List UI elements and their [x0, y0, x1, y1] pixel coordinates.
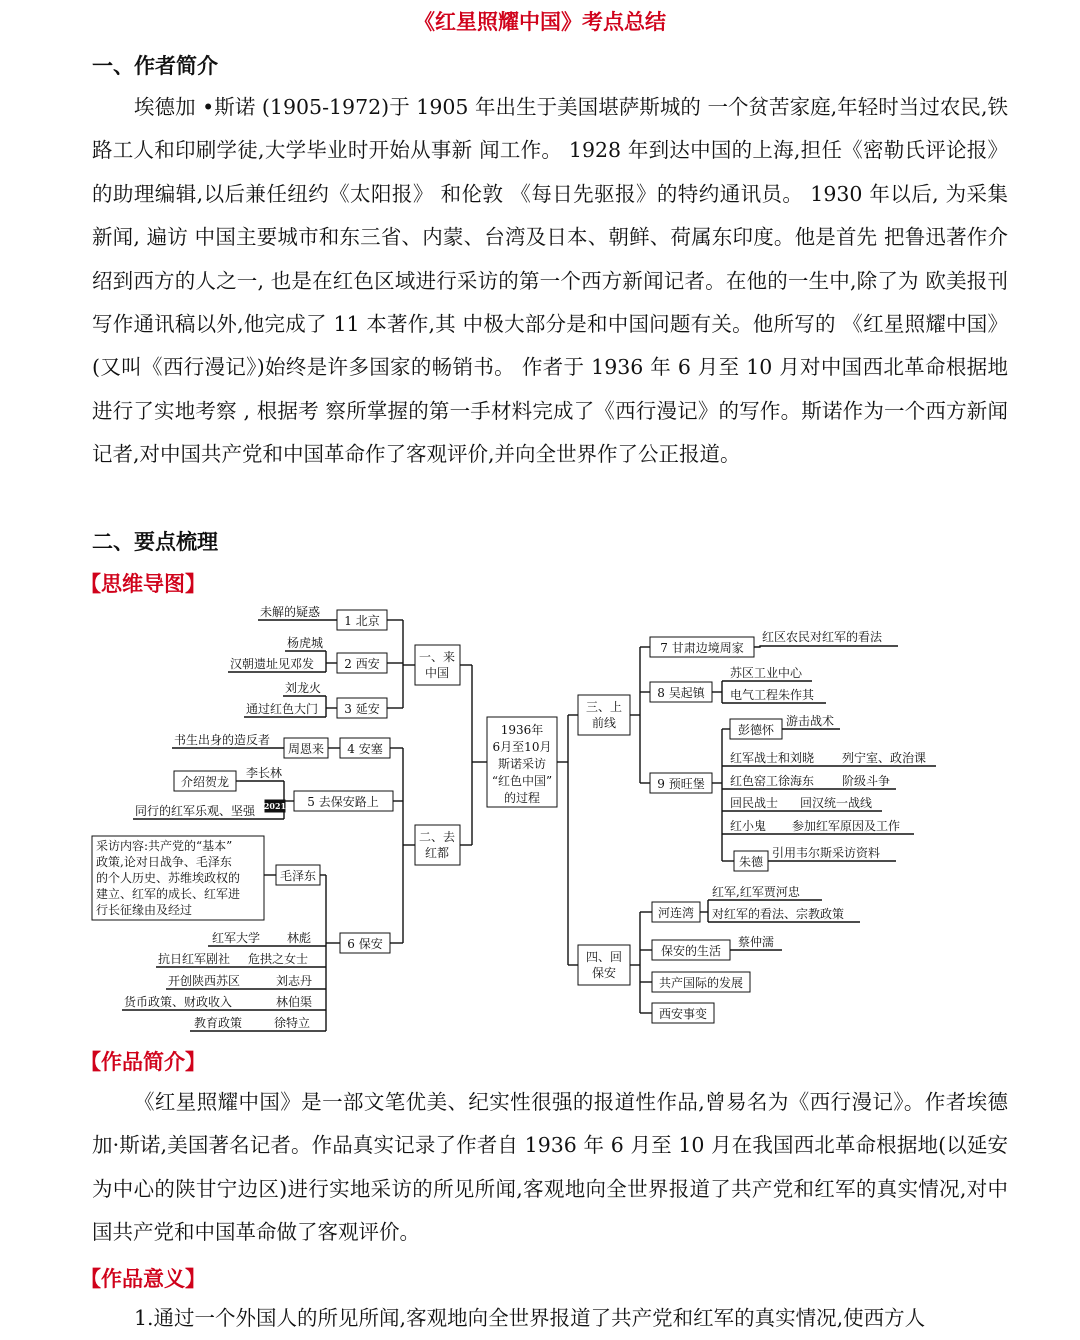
note-dengfa: 汉朝遗址见邓发	[230, 657, 315, 671]
branch-back-baoan-l2: 保安	[591, 966, 617, 980]
interview-line-3: 的个人历史、苏维埃政权的	[96, 871, 241, 885]
tag-meaning: 【作品意义】	[80, 1267, 206, 1291]
branch-go-front-l2: 前线	[591, 716, 617, 730]
box-yuwang-label: 9 预旺堡	[657, 777, 705, 791]
note-tongxing: 同行的红军乐观、坚强	[135, 804, 256, 818]
box-pengdehuai-label: 彭德怀	[737, 723, 775, 737]
yuwang-row3-left: 回民战士	[730, 796, 779, 810]
interview-line-2: 政策,论对日战争、毛泽东	[96, 855, 232, 869]
note-reddoor: 通过红色大门	[246, 702, 319, 716]
note-nongmin: 红区农民对红军的看法	[762, 630, 883, 644]
baoan-row4-left: 货币政策、财政收入	[124, 995, 233, 1009]
box-road-baoan-label: 5 去保安路上	[307, 795, 379, 809]
baoan-row1-right: 林彪	[287, 931, 312, 945]
note-shusheng: 书生出身的造反者	[174, 733, 271, 747]
baoan-row2-right: 危拱之女士	[248, 952, 309, 966]
box-zhude-label: 朱德	[738, 855, 764, 869]
yuwang-row2-right: 阶级斗争	[842, 774, 891, 788]
center-line-5: 的过程	[503, 791, 541, 805]
author-intro-paragraph: 埃德加 •斯诺 (1905-1972)于 1905 年出生于美国堪萨斯城的 一个贫苦家庭,年轻时当过农民,铁路工人和印刷学徒,大学毕业时开始从事新 闻工作。 1928 年到达中国的上海,担任《密勒氏评论报》的助理编辑,以后兼任纽约《太阳报》 和伦敦 《每日先驱报》的特约通讯员。 1930 年以后, 为采集新闻, 遍访 中国主要城市和东三省、内蒙、台湾及日本、朝鲜、荷属东印度。他是首先 把鲁迅著作介绍到西方的人之一, 也是在红色区域进行采访的第一个西方新闻记者。在他的一生中,除了为 欧美报刊写作通讯稿以外,他完成了 11 本著作,其 中极大部分是和中国问题有关。他所写的 《红星照耀中国》(又叫《西行漫记》)始终是许多国家的畅销书。 作者于 1936 年 6 月至 10 月对中国西北革命根据地进行了实地考察 , 根据考 察所掌握的第一手材料完成了《西行漫记》的写作。斯诺作为一个西方新闻记者,对中国共产党和中国革命作了客观评价,并向全世界作了公正报道。	[92, 95, 1008, 467]
note-lichanglin: 李长林	[246, 766, 283, 780]
note-youji: 游击战术	[786, 714, 835, 728]
section-heading-author: 一、作者简介	[92, 53, 218, 78]
box-wuqi-label: 8 吴起镇	[657, 686, 705, 700]
branch-come-china-l1: 一、来	[418, 650, 456, 664]
interview-line-5: 行长征缘由及经过	[96, 903, 193, 917]
box-maozedong-label: 毛泽东	[279, 869, 317, 883]
note-gongye: 苏区工业中心	[730, 666, 803, 680]
box-beijing-label: 1 北京	[344, 614, 380, 628]
yuwang-row3-right: 回汉统一战线	[800, 796, 873, 810]
badge-2021-text: 2021	[263, 801, 287, 811]
yuwang-row4-left: 红小鬼	[730, 819, 767, 833]
note-liulonghuo: 刘龙火	[285, 681, 322, 695]
box-baoan-label: 6 保安	[347, 937, 383, 951]
branch-back-baoan-l1: 四、回	[585, 950, 623, 964]
section-heading-points: 二、要点梳理	[92, 529, 218, 554]
box-comintern-label: 共产国际的发展	[658, 976, 744, 990]
yuwang-row4-right: 参加红军原因及工作	[792, 819, 901, 833]
baoan-row2-left: 抗日红军剧社	[158, 952, 231, 966]
note-yanghucheng: 杨虎城	[287, 636, 324, 650]
yuwang-row1-left: 红军战士和刘晓	[730, 751, 815, 765]
meaning-paragraph: 1.通过一个外国人的所见所闻,客观地向全世界报道了共产党和红军的真实情况,使西方人	[134, 1306, 926, 1330]
tag-mindmap: 【思维导图】	[80, 572, 206, 596]
box-helianwan-label: 河连湾	[657, 906, 695, 920]
baoan-row1-left: 红军大学	[212, 931, 261, 945]
tag-intro: 【作品简介】	[80, 1050, 206, 1074]
interview-line-1: 采访内容:共产党的“基本”	[96, 839, 233, 853]
box-xian-label: 2 西安	[344, 657, 380, 671]
baoan-row4-right: 林伯渠	[276, 995, 313, 1009]
yuwang-row1-right: 列宁室、政治课	[842, 751, 927, 765]
box-helong-label: 介绍贺龙	[180, 775, 230, 789]
box-zhouenlai-label: 周恩来	[287, 742, 325, 756]
box-xian-incident-label: 西安事变	[658, 1007, 708, 1021]
note-caizhongru: 蔡仲濡	[738, 935, 775, 949]
branch-come-china-l2: 中国	[424, 666, 450, 680]
center-line-1: 1936年	[500, 723, 544, 737]
center-line-2: 6月至10月	[492, 740, 552, 754]
page-title: 《红星照耀中国》考点总结	[414, 9, 666, 34]
note-jiahezhong: 红军,红军贾河忠	[712, 885, 800, 899]
work-intro-paragraph: 《红星照耀中国》是一部文笔优美、纪实性很强的报道性作品,曾易名为《西行漫记》。作者埃德加·斯诺,美国著名记者。作品真实记录了作者自 1936 年 6 月至 10 月在我国西北革命根据地(以延安为中心的陕甘宁边区)进行实地采访的所见所闻,客观地向全世界报道了共产党和红军的真实情况,对中国共产党和中国革命做了客观评价。	[92, 1090, 1008, 1245]
box-gansu-label: 7 甘肃边境周家	[660, 641, 744, 655]
box-yanan-label: 3 延安	[344, 702, 380, 716]
branch-go-front-l1: 三、上	[585, 700, 623, 714]
baoan-row3-left: 开创陕西苏区	[168, 974, 241, 988]
baoan-row5-left: 教育政策	[194, 1016, 243, 1030]
box-ansai-label: 4 安塞	[347, 742, 383, 756]
baoan-row3-right: 刘志丹	[276, 974, 313, 988]
box-baoan-life-label: 保安的生活	[660, 944, 722, 958]
center-line-3: 斯诺采访	[497, 757, 547, 771]
note-weiersi: 引用韦尔斯采访资料	[772, 846, 881, 860]
note-yiwen: 未解的疑惑	[260, 605, 321, 619]
note-zhuzuoqi: 电气工程朱作其	[730, 688, 815, 702]
branch-go-redcapital-l1: 二、去	[418, 830, 456, 844]
center-line-4: “红色中国”	[491, 774, 553, 788]
yuwang-row2-left: 红色窑工徐海东	[730, 774, 815, 788]
interview-line-4: 建立、红军的成长、红军进	[96, 887, 241, 901]
baoan-row5-right: 徐特立	[274, 1016, 311, 1030]
branch-go-redcapital-l2: 红都	[424, 846, 450, 860]
note-zongjiao: 对红军的看法、宗教政策	[712, 907, 845, 921]
